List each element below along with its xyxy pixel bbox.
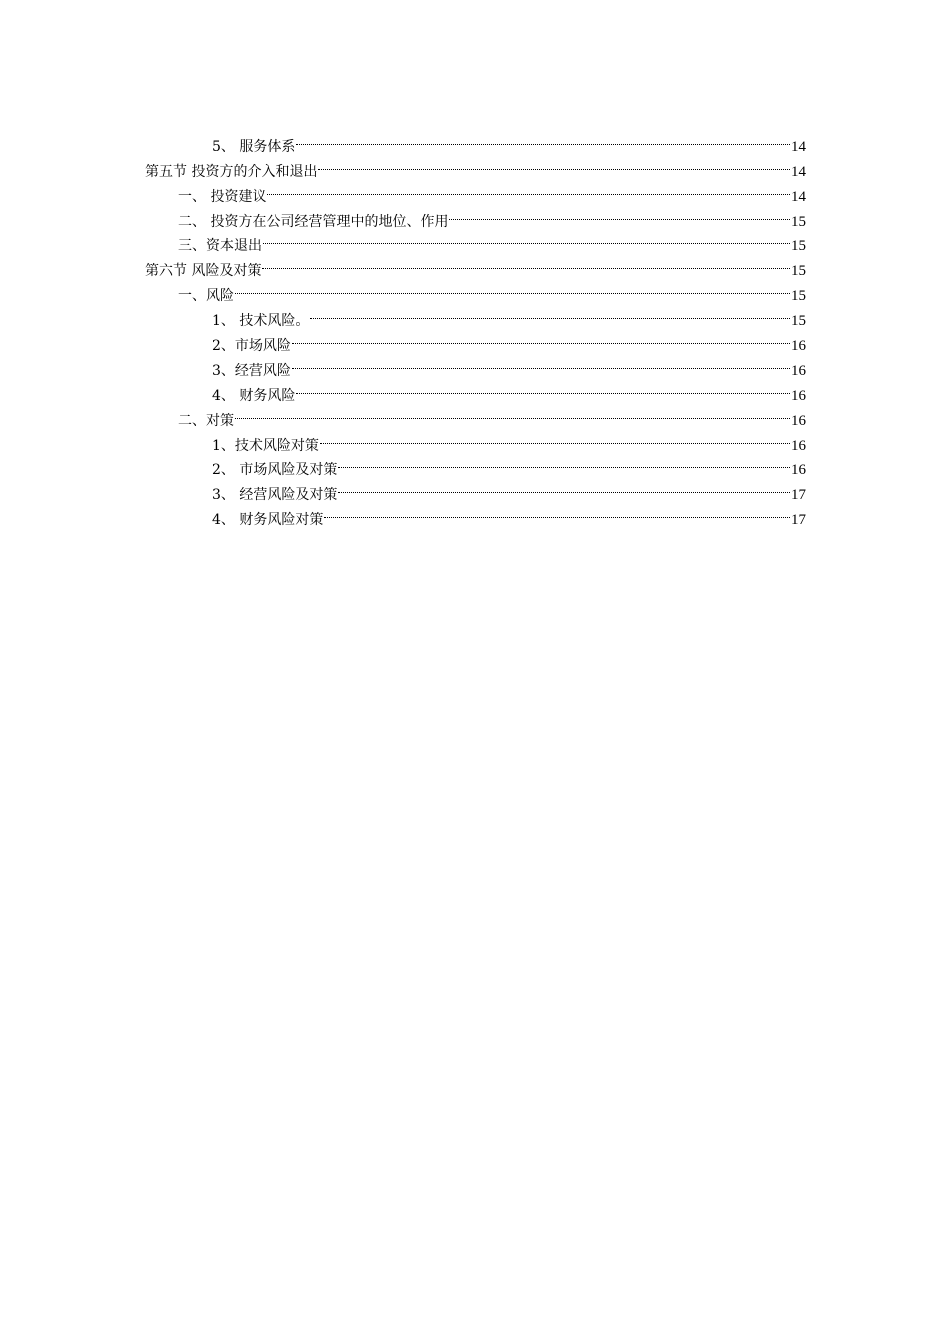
table-of-contents	[145, 126, 806, 529]
toc-entry-title: 5、 服务体系	[212, 138, 296, 155]
toc-entry-title: 3、 经营风险及对策	[212, 487, 338, 504]
toc-entry-title: 第六节 风险及对策	[145, 263, 262, 280]
toc-page-number: 16	[791, 462, 806, 479]
toc-page-number: 15	[791, 213, 806, 230]
toc-entry[interactable]	[145, 275, 806, 305]
dot-leader	[263, 226, 790, 251]
toc-page-number: 17	[791, 487, 806, 504]
toc-page-number: 16	[791, 338, 806, 355]
toc-page-number: 14	[791, 163, 806, 180]
toc-entry-title: 1、技术风险对策	[212, 437, 319, 454]
dot-leader	[449, 201, 790, 226]
dot-leader	[324, 499, 790, 524]
toc-entry-title: 二、 投资方在公司经营管理中的地位、作用	[178, 213, 449, 230]
toc-entry-title: 一、风险	[178, 288, 234, 305]
dot-leader	[338, 450, 790, 475]
dot-leader	[235, 400, 790, 425]
dot-leader	[235, 275, 790, 300]
dot-leader	[267, 176, 790, 201]
toc-entry[interactable]	[145, 300, 806, 330]
dot-leader	[262, 250, 790, 275]
dot-leader	[310, 300, 790, 325]
dot-leader	[292, 325, 790, 350]
toc-entry-title: 1、 技术风险。	[212, 313, 310, 330]
toc-entry-title: 三、资本退出	[178, 238, 262, 255]
toc-entry-title: 4、 财务风险对策	[212, 512, 324, 529]
dot-leader	[296, 126, 790, 151]
toc-page-number: 15	[791, 288, 806, 305]
toc-entry-title: 2、 市场风险及对策	[212, 462, 338, 479]
toc-page-number: 15	[791, 238, 806, 255]
dot-leader	[318, 151, 790, 176]
toc-entry-title: 一、 投资建议	[178, 188, 267, 205]
toc-entry[interactable]	[145, 126, 806, 155]
toc-page-number: 16	[791, 412, 806, 429]
toc-page-number: 17	[791, 512, 806, 529]
dot-leader	[320, 425, 790, 450]
toc-entry-title: 第五节 投资方的介入和退出	[145, 163, 318, 180]
toc-page-number: 16	[791, 362, 806, 379]
toc-entry-title: 二、对策	[178, 412, 234, 429]
toc-page-number: 14	[791, 188, 806, 205]
toc-entry-title: 4、 财务风险	[212, 387, 296, 404]
toc-page-number: 16	[791, 437, 806, 454]
dot-leader	[292, 350, 790, 375]
toc-entry[interactable]	[145, 425, 806, 454]
toc-entry-title: 2、市场风险	[212, 338, 291, 355]
dot-leader	[338, 474, 790, 499]
toc-page-number: 15	[791, 313, 806, 330]
toc-page-number: 15	[791, 263, 806, 280]
toc-entry-title: 3、经营风险	[212, 362, 291, 379]
toc-page-number: 14	[791, 138, 806, 155]
dot-leader	[296, 375, 790, 400]
toc-entry[interactable]	[145, 400, 806, 429]
toc-page-number: 16	[791, 387, 806, 404]
